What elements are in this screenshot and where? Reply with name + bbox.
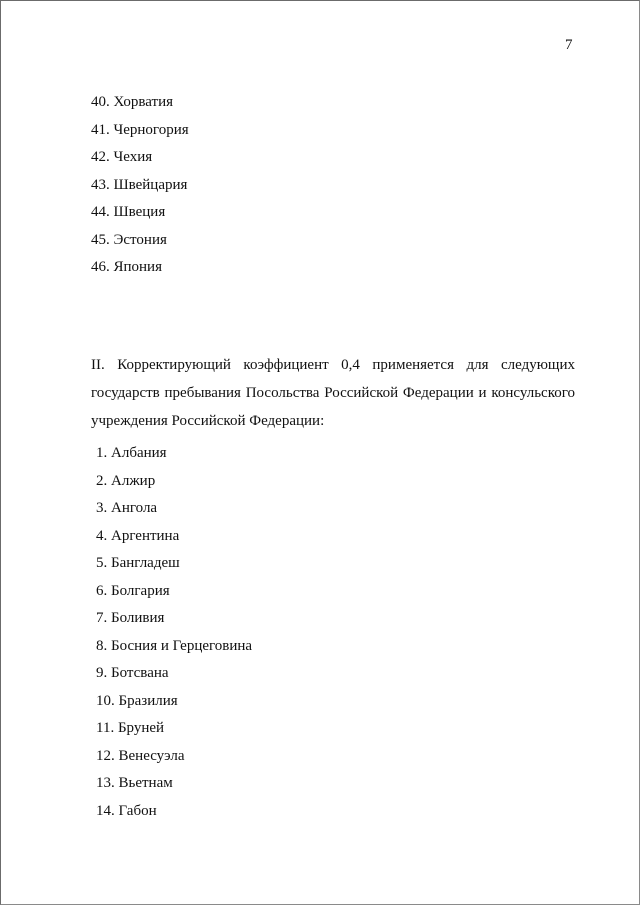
list-item: 40. Хорватия [91, 94, 174, 110]
list-item: 3. Ангола [96, 500, 158, 516]
list-item: 45. Эстония [91, 231, 167, 248]
list-item: 7. Боливия [96, 610, 165, 626]
list-item: 10. Бразилия [96, 692, 178, 709]
list-item: 6. Болгария [96, 582, 170, 599]
list-item: 43. Швейцария [91, 176, 188, 193]
page-number: 7 [565, 37, 573, 53]
section-ii-paragraph: II. Корректирующий коэффициент 0,4 применяется для следующих государств пребывания Посольства Российской Федерации и консульского учреждения Российской Федерации: [91, 357, 575, 429]
list-item: 46. Япония [91, 259, 162, 275]
list-item: 42. Чехия [91, 149, 153, 165]
list-item: 9. Ботсвана [96, 665, 169, 681]
country-list-section-ii [96, 444, 252, 820]
list-item: 14. Габон [96, 802, 157, 819]
list-item: 41. Черногория [91, 121, 189, 138]
list-item: 1. Албания [96, 445, 167, 461]
list-item: 44. Швеция [91, 204, 166, 220]
list-item: 13. Вьетнам [96, 775, 173, 791]
country-list-continued [91, 93, 189, 276]
list-item: 4. Аргентина [96, 527, 180, 544]
list-item: 12. Венесуэла [96, 747, 185, 764]
list-item: 8. Босния и Герцеговина [96, 637, 253, 654]
list-item: 11. Бруней [96, 720, 165, 736]
list-item: 5. Бангладеш [96, 555, 180, 571]
list-item: 2. Алжир [96, 472, 156, 489]
